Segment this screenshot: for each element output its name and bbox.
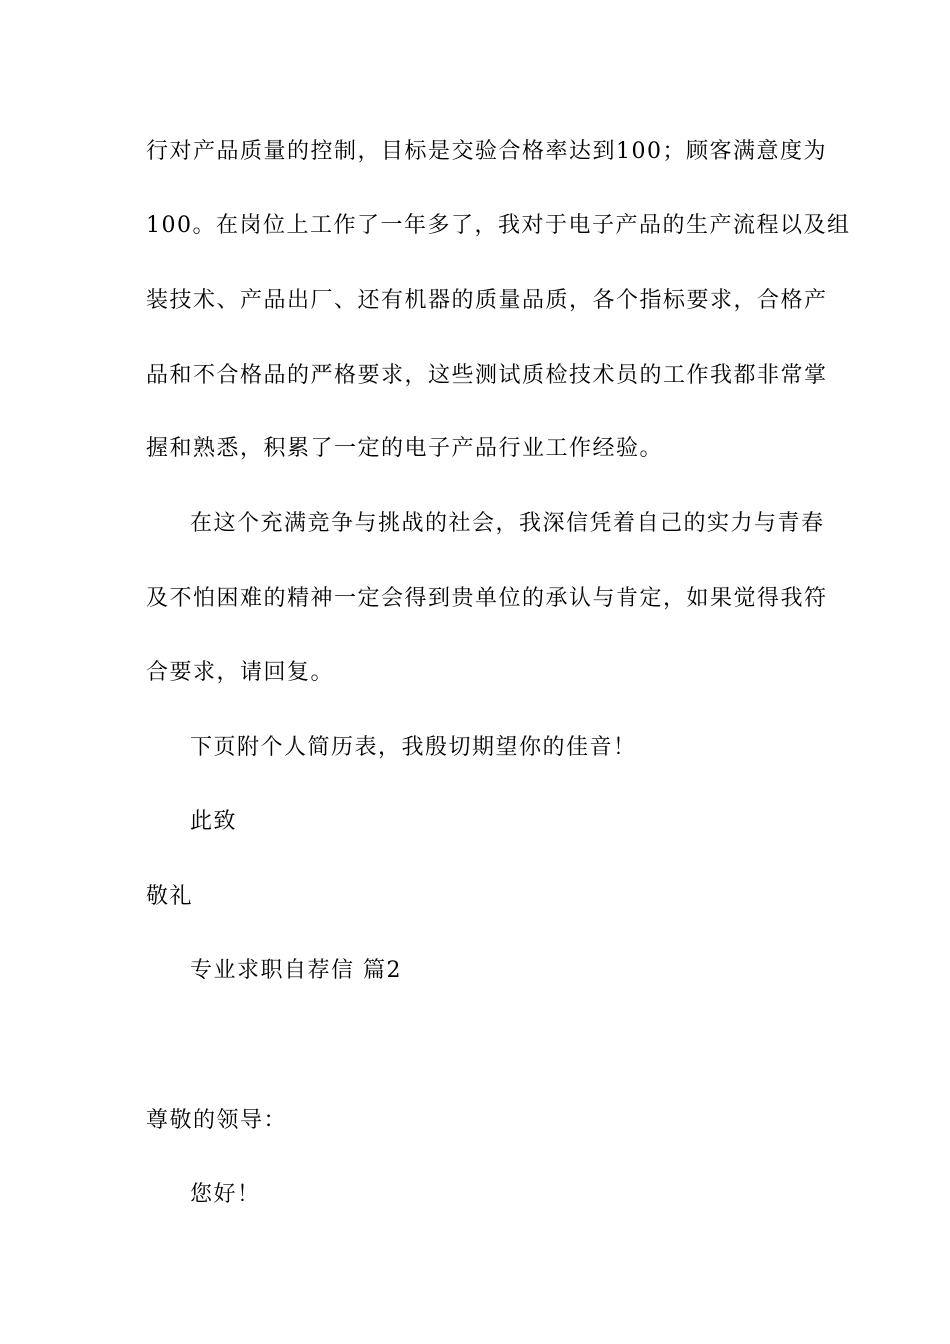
greeting-addressee: 尊敬的领导： xyxy=(146,1108,288,1133)
section-heading: 专业求职自荐信 篇2 xyxy=(190,958,402,983)
paragraph-line: 品和不合格品的严格要求，这些测试质检技术员的工作我都非常掌 xyxy=(146,363,828,388)
paragraph-line: 握和熟悉，积累了一定的电子产品行业工作经验。 xyxy=(146,436,664,461)
paragraph-line: 装技术、产品出厂、还有机器的质量品质，各个指标要求，合格产 xyxy=(146,288,828,313)
closing-salutation: 此致 xyxy=(190,809,238,834)
closing-regards: 敬礼 xyxy=(146,884,194,909)
paragraph-line: 及不怕困难的精神一定会得到贵单位的承认与肯定，如果觉得我符 xyxy=(146,586,828,611)
paragraph-line: 行对产品质量的控制，目标是交验合格率达到100；顾客满意度为 xyxy=(146,139,827,164)
greeting: 您好！ xyxy=(190,1182,261,1207)
paragraph-line: 下页附个人简历表，我殷切期望你的佳音！ xyxy=(190,735,637,760)
paragraph-line: 在这个充满竞争与挑战的社会，我深信凭着自己的实力与青春 xyxy=(190,511,825,536)
paragraph-line: 合要求，请回复。 xyxy=(146,660,335,685)
paragraph-line: 100。在岗位上工作了一年多了，我对于电子产品的生产流程以及组 xyxy=(146,213,851,238)
